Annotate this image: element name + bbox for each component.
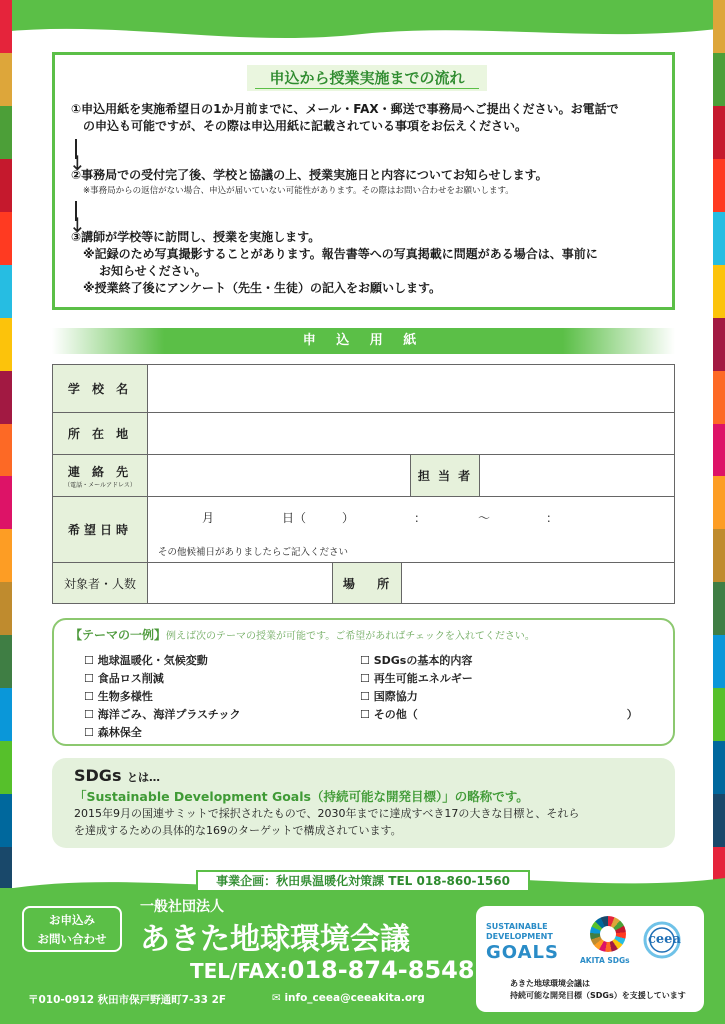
theme-checkbox[interactable]: ☐ SDGsの基本的内容 — [360, 654, 473, 667]
school-field[interactable] — [148, 365, 674, 412]
right-sdg-stripe — [713, 0, 725, 900]
left-sdg-stripe — [0, 0, 12, 900]
target-label: 対象者・人数 — [53, 563, 148, 603]
theme-checkbox[interactable]: ☐ 国際協力 — [360, 690, 418, 703]
address-row — [53, 413, 674, 455]
org-prefix: 一般社団法人 — [140, 899, 224, 915]
sdgs-description: 2015年9月の国連サミットで採択されたもので、2030年までに達成すべき17の大きな目標と、それら を達成するための具体的な169のターゲットで構成されています。 — [74, 807, 580, 837]
date-field[interactable]: 月 日（ ） ： ～ ： その他候補日がありましたらご記入ください — [158, 511, 559, 558]
ceea-logo-text: ceea — [648, 932, 681, 947]
target-row — [53, 563, 674, 603]
theme-header: 【テーマの一例】例えば次のテーマの授業が可能です。ご希望があればチェックを入れてください。 — [70, 628, 535, 642]
postal-address: 〒010-0912 秋田市保戸野通町7-33 2F — [28, 994, 227, 1006]
form-title: 申 込 用 紙 — [52, 328, 675, 354]
flow-step-1: ①申込用紙を実施希望日の1か月前までに、メール・FAX・郵送で事務局へご提出ください。お電話で の申込も可能ですが、その際は申込用紙に記載されている事項をお伝えください。 — [71, 102, 619, 133]
person-label: 担 当 者 — [410, 455, 480, 496]
sdg-logo-text: SUSTAINABLE DEVELOPMENT — [486, 922, 553, 941]
date-label: 希望日時 — [53, 497, 148, 562]
org-name: あきた地球環境会議 — [140, 922, 410, 957]
theme-box — [52, 618, 675, 746]
theme-checkbox[interactable]: ☐ 生物多様性 — [84, 690, 153, 703]
theme-checkbox[interactable]: ☐ 食品ロス削減 — [84, 672, 164, 685]
place-label: 場 所 — [332, 563, 402, 603]
support-note: あきた地球環境会議は 持続可能な開発目標（SDGs）を支援しています — [510, 979, 686, 1000]
place-field[interactable] — [402, 563, 674, 603]
sdg-goals-logo: GOALS — [486, 942, 559, 963]
theme-checkbox[interactable]: ☐ 海洋ごみ、海洋プラスチック — [84, 708, 241, 721]
person-field[interactable] — [480, 455, 674, 496]
planning-credit: 事業企画：秋田県温暖化対策課 TEL 018-860-1560 — [196, 870, 530, 892]
contact-label: 連 絡 先 （電話・メールアドレス） — [53, 455, 148, 496]
contact-button[interactable]: お申込み お問い合わせ — [22, 906, 122, 952]
theme-checkbox[interactable]: ☐ その他（ ） — [360, 708, 638, 721]
target-field[interactable] — [148, 563, 332, 603]
school-row — [53, 365, 674, 413]
tel-fax: TEL/FAX:018-874-8548 — [190, 956, 475, 984]
email-link[interactable]: ✉ info_ceea@ceeakita.org — [272, 992, 425, 1004]
flow-step-3: ③講師が学校等に訪問し、授業を実施します。 ※記録のため写真撮影することがあります。報告書等への写真掲載に問題がある場合は、事前に お知らせください。 ※授業終了後にアンケート（先生・生徒）の記入をお願いします。 — [71, 230, 598, 295]
flow-title: 申込から授業実施までの流れ — [247, 65, 487, 91]
theme-right-list — [360, 652, 638, 724]
sdgs-heading: SDGs とは… — [74, 766, 161, 785]
flow-box: 申込から授業実施までの流れ ①申込用紙を実施希望日の1か月前までに、メール・FAX・郵送で事務局へご提出ください。お電話で の申込も可能ですが、その際は申込用紙に記載されている事項をお伝えください。 ↓ ②事務局での受付完了後、学校と協議の上、授業実施日と内容についてお知らせします。 ※事務局からの返信がない場合、申込が届いていない可能性があります。その際はお問い合わせをお願いします。 ↓ ③講師が学校等に訪問し、授業を実施します。 ※記録のため写真撮影することがあります。報告書等への写真掲載に問題がある場合は、事前に お知らせください。 ※授業終了後にアンケート（先生・生徒）の記入をお願いします。 — [52, 52, 675, 310]
theme-checkbox[interactable]: ☐ 再生可能エネルギー — [360, 672, 473, 685]
application-form — [52, 364, 675, 604]
school-label: 学 校 名 — [53, 365, 148, 412]
theme-left-list — [84, 652, 240, 742]
contact-row — [53, 455, 674, 497]
date-note: その他候補日がありましたらご記入ください — [158, 547, 349, 558]
address-label: 所 在 地 — [53, 413, 148, 454]
akita-sdgs-label: AKITA SDGs — [580, 956, 630, 965]
sdgs-box — [52, 758, 675, 848]
flow-step-2: ②事務局での受付完了後、学校と協議の上、授業実施日と内容についてお知らせします。 ※事務局からの返信がない場合、申込が届いていない可能性があります。その際はお問い合わせをお願いします。 — [71, 168, 548, 196]
contact-field[interactable] — [148, 455, 410, 496]
theme-checkbox[interactable]: ☐ 地球温暖化・気候変動 — [84, 654, 208, 667]
sdgs-definition: 「Sustainable Development Goals（持続可能な開発目標）」の略称です。 — [74, 789, 529, 804]
address-field[interactable] — [148, 413, 674, 454]
akita-sdgs-wheel-icon — [590, 916, 626, 952]
theme-checkbox[interactable]: ☐ 森林保全 — [84, 726, 142, 739]
date-row — [53, 497, 674, 563]
logo-card — [476, 906, 704, 1012]
